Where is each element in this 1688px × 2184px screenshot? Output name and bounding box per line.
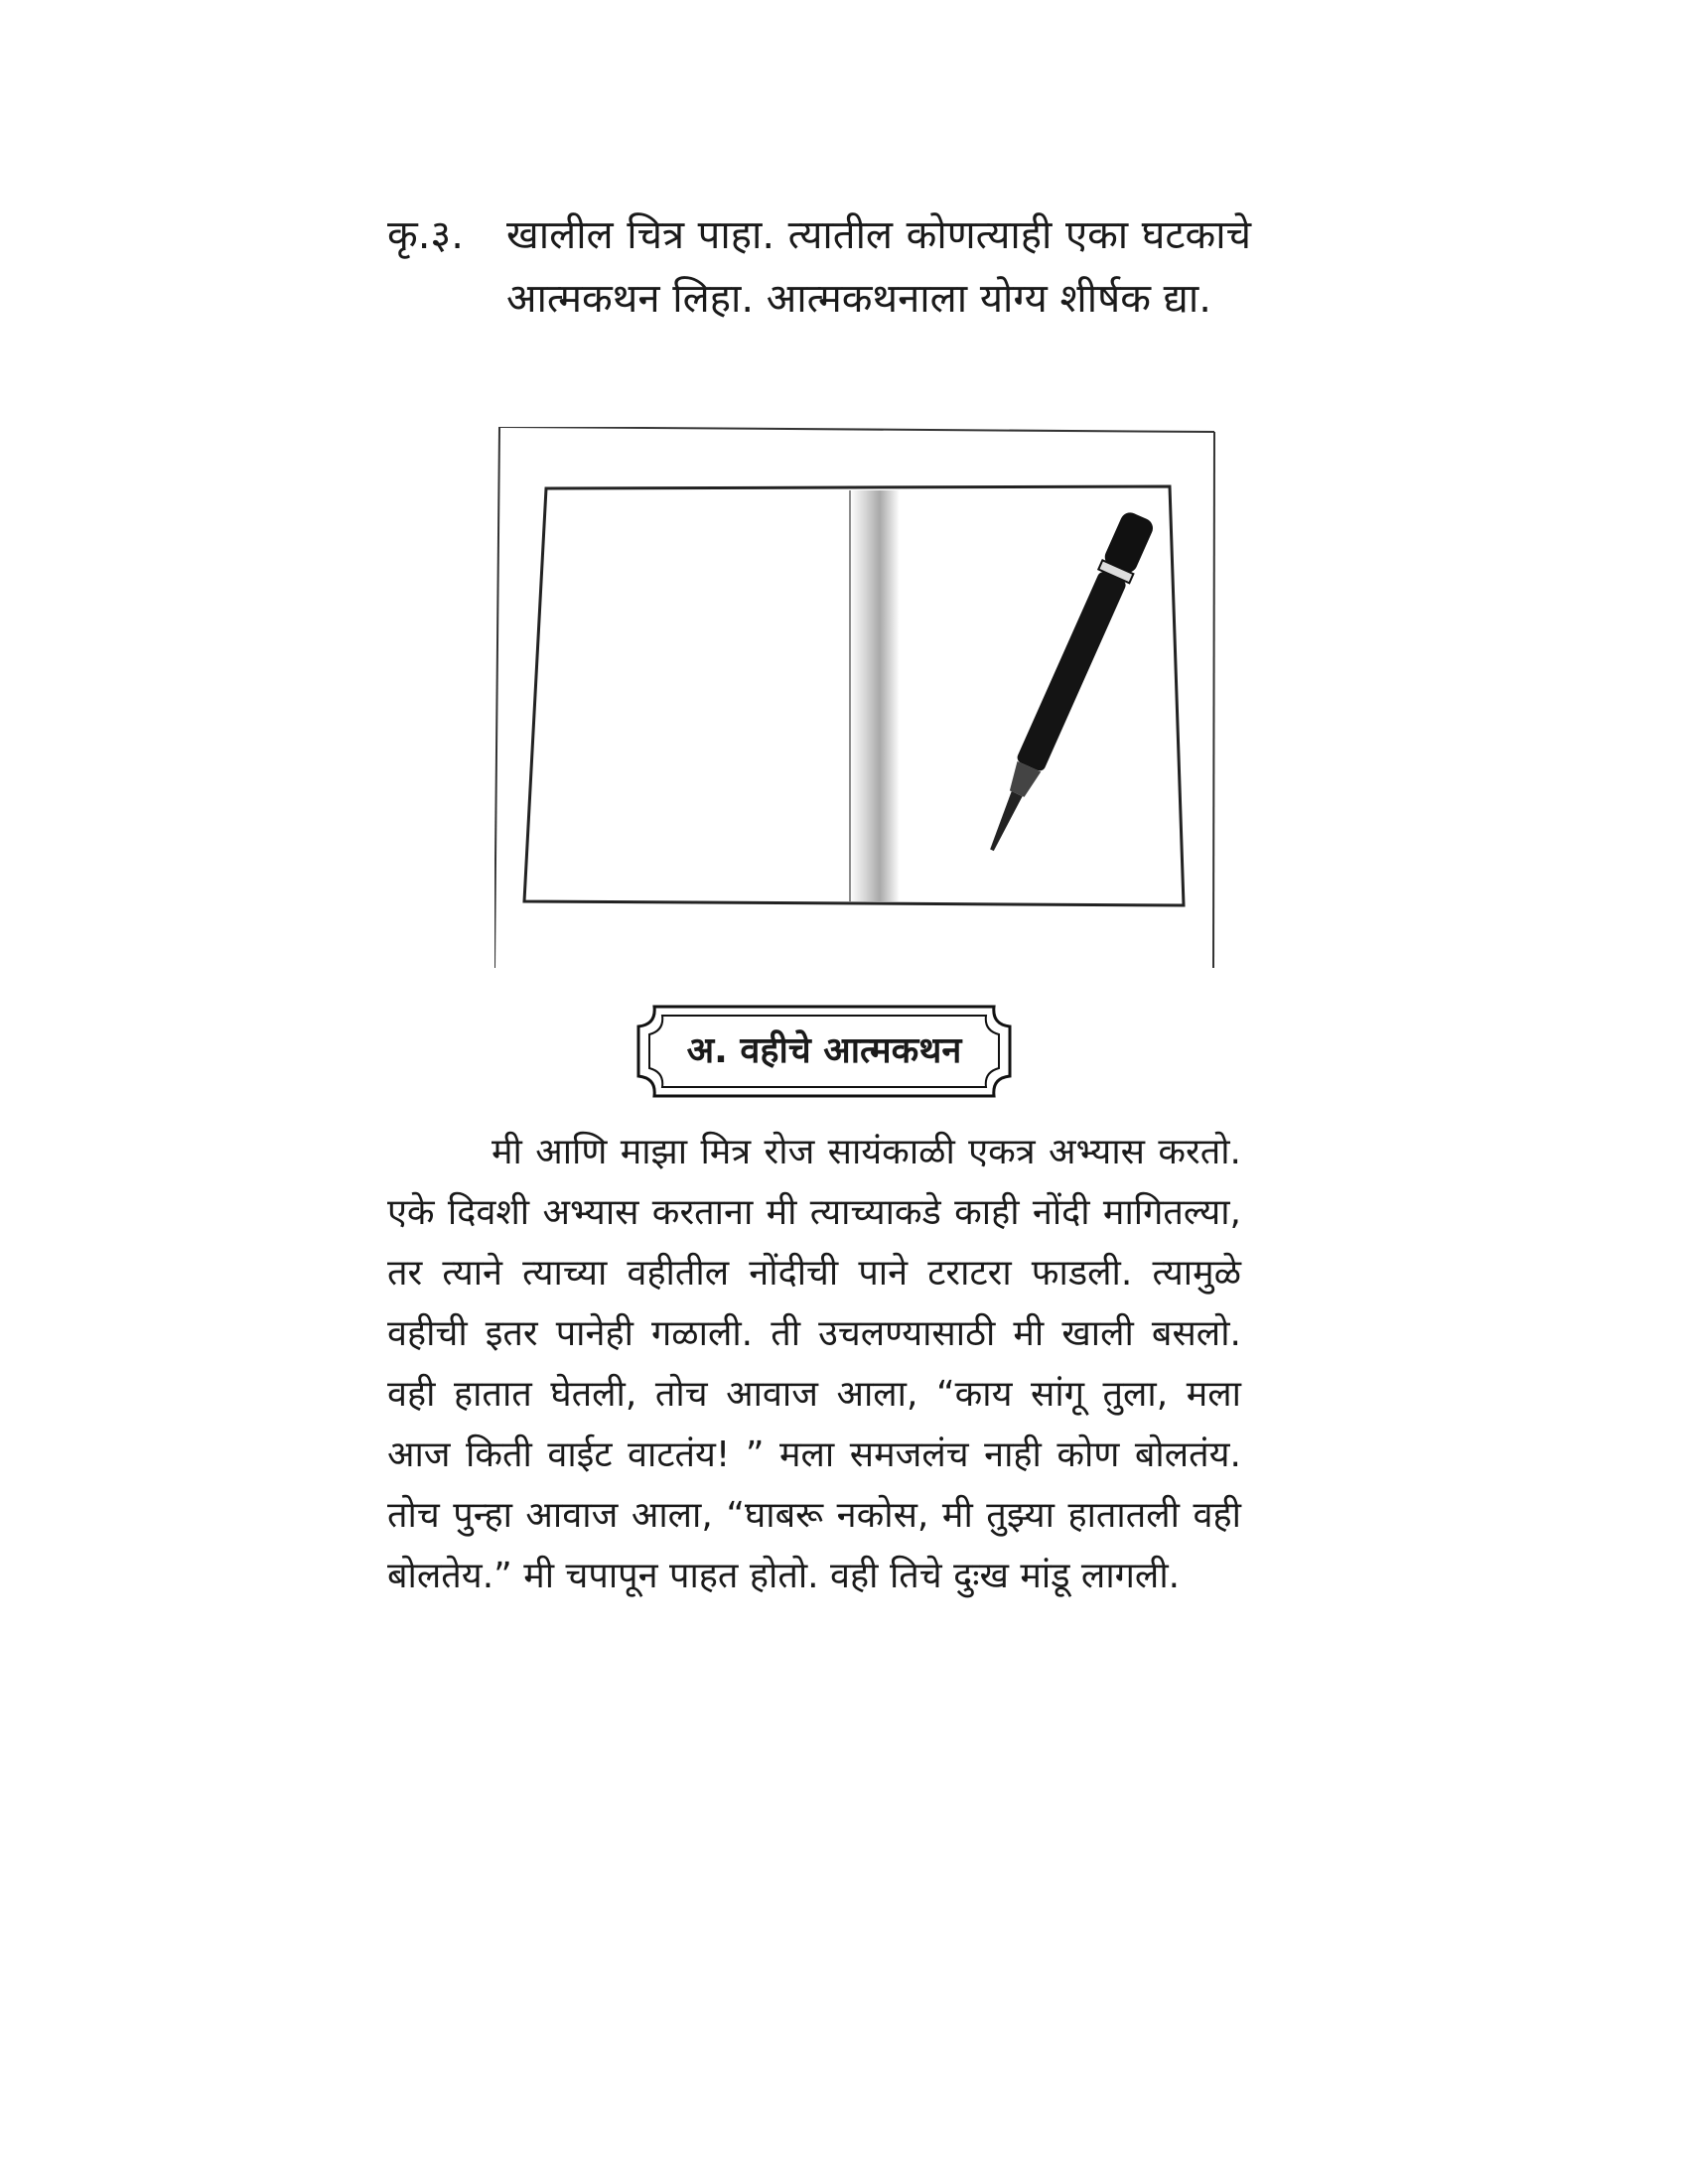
essay-title: अ. वहीचे आत्मकथन — [686, 1030, 962, 1071]
essay-title-box — [631, 1003, 1018, 1100]
question-text: खालील चित्र पाहा. त्यातील कोणत्याही एका घटकाचे आत्मकथन लिहा. आत्मकथनाला योग्य शीर्षक द्या. — [506, 212, 1251, 322]
question-block — [387, 204, 1251, 331]
essay-paragraph: मी आणि माझा मित्र रोज सायंकाळी एकत्र अभ्यास करतो. एके दिवशी अभ्यास करताना मी त्याच्याकडे काही नोंदी मागितल्या, तर त्याने त्याच्या वहीतील नोंदीची पाने टराटरा फाडली. त्यामुळे वहीची इतर पानेही गळाली. ती उचलण्यासाठी मी खाली बसलो. वही हातात घेतली, तोच आवाज आला, “काय सांगू तुला, मला आज किती वाईट वाटतंय! ” मला समजलंच नाही कोण बोलतंय. तोच पुन्हा आवाज आला, “घाबरू नकोस, मी तुझ्या हातातली वही बोलतेय.” मी चपापून पाहत होतो. वही तिचे दुःख मांडू लागली. — [387, 1132, 1241, 1596]
question-number: कृ.३. — [387, 212, 464, 258]
open-notebook — [524, 486, 1184, 905]
notebook-pen-illustration — [494, 427, 1217, 968]
